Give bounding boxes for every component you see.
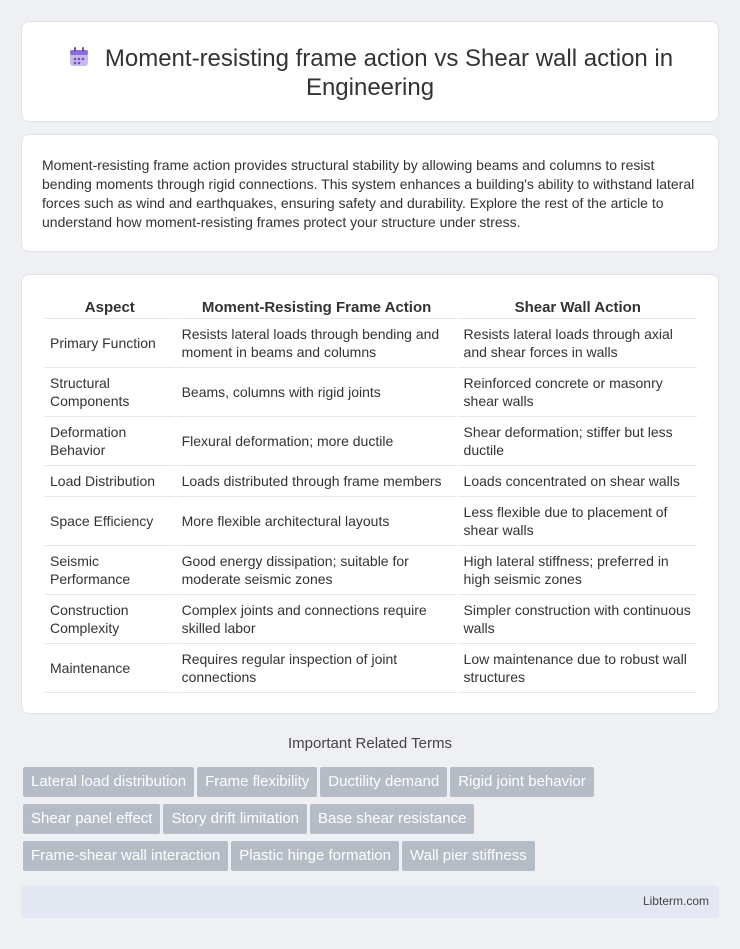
table-row bbox=[45, 644, 697, 693]
tag-row bbox=[23, 804, 723, 841]
related-term-tag[interactable]: Ductility demand bbox=[320, 767, 447, 797]
table-cell-aspect: Load Distribution bbox=[45, 466, 175, 497]
table-header-row bbox=[45, 294, 697, 319]
related-term-tag[interactable]: Story drift limitation bbox=[163, 804, 307, 834]
table-cell-aspect: Deformation Behavior bbox=[45, 417, 175, 466]
related-term-tag[interactable]: Wall pier stiffness bbox=[402, 841, 535, 871]
table-row bbox=[45, 546, 697, 595]
table-cell-wall: Resists lateral loads through axial and shear forces in walls bbox=[459, 319, 697, 368]
title-line-2: Engineering bbox=[305, 74, 435, 101]
related-term-tag[interactable]: Shear panel effect bbox=[23, 804, 160, 834]
table-cell-aspect: Primary Function bbox=[45, 319, 175, 368]
footer-site-link[interactable]: Libterm.com bbox=[642, 894, 709, 908]
related-term-tag[interactable]: Frame-shear wall interaction bbox=[23, 841, 228, 871]
related-term-tag[interactable]: Rigid joint behavior bbox=[450, 767, 594, 797]
table-cell-wall: Loads concentrated on shear walls bbox=[459, 466, 697, 497]
column-header-frame: Moment-Resisting Frame Action bbox=[177, 294, 457, 319]
column-header-wall: Shear Wall Action bbox=[459, 294, 697, 319]
title-card bbox=[21, 21, 719, 122]
page-title bbox=[22, 44, 718, 102]
table-row bbox=[45, 368, 697, 417]
table-cell-frame: Loads distributed through frame members bbox=[177, 466, 457, 497]
intro-card bbox=[21, 134, 719, 252]
table-row bbox=[45, 319, 697, 368]
table-cell-wall: High lateral stiffness; preferred in high seismic zones bbox=[459, 546, 697, 595]
table-cell-wall: Simpler construction with continuous walls bbox=[459, 595, 697, 644]
table-row bbox=[45, 466, 697, 497]
related-term-tag[interactable]: Base shear resistance bbox=[310, 804, 474, 834]
intro-paragraph: Moment-resisting frame action provides structural stability by allowing beams and columns to resist bending moments through rigid connections. This system enhances a building's ability to withstand lateral forces such as wind and earthquakes, ensuring safety and durability. Explore the rest of the article to understand how moment-resisting frames protect your structure under stress. bbox=[42, 157, 695, 230]
table-row bbox=[45, 497, 697, 546]
table-cell-wall: Low maintenance due to robust wall structures bbox=[459, 644, 697, 693]
table-cell-frame: Good energy dissipation; suitable for moderate seismic zones bbox=[177, 546, 457, 595]
related-term-tag[interactable]: Frame flexibility bbox=[197, 767, 317, 797]
related-terms-heading: Important Related Terms bbox=[288, 735, 452, 752]
related-term-tag[interactable]: Plastic hinge formation bbox=[231, 841, 399, 871]
table-cell-aspect: Maintenance bbox=[45, 644, 175, 693]
table-cell-aspect: Construction Complexity bbox=[45, 595, 175, 644]
table-cell-wall: Shear deformation; stiffer but less ductile bbox=[459, 417, 697, 466]
table-cell-frame: Resists lateral loads through bending and moment in beams and columns bbox=[177, 319, 457, 368]
calendar-icon bbox=[67, 45, 91, 69]
comparison-table bbox=[43, 294, 699, 693]
column-header-aspect: Aspect bbox=[45, 294, 175, 319]
table-cell-aspect: Space Efficiency bbox=[45, 497, 175, 546]
comparison-table-card bbox=[21, 274, 719, 714]
table-cell-frame: Beams, columns with rigid joints bbox=[177, 368, 457, 417]
table-cell-wall: Reinforced concrete or masonry shear walls bbox=[459, 368, 697, 417]
table-cell-frame: Flexural deformation; more ductile bbox=[177, 417, 457, 466]
footer bbox=[21, 885, 719, 918]
table-cell-frame: Complex joints and connections require skilled labor bbox=[177, 595, 457, 644]
title-line-1: Moment-resisting frame action vs Shear wall action in bbox=[104, 45, 674, 72]
related-term-tag[interactable]: Lateral load distribution bbox=[23, 767, 194, 797]
table-cell-aspect: Structural Components bbox=[45, 368, 175, 417]
table-cell-wall: Less flexible due to placement of shear walls bbox=[459, 497, 697, 546]
table-cell-frame: Requires regular inspection of joint connections bbox=[177, 644, 457, 693]
table-cell-aspect: Seismic Performance bbox=[45, 546, 175, 595]
related-terms-list bbox=[23, 767, 723, 878]
table-row bbox=[45, 417, 697, 466]
table-cell-frame: More flexible architectural layouts bbox=[177, 497, 457, 546]
table-row bbox=[45, 595, 697, 644]
tag-row bbox=[23, 767, 723, 804]
tag-row bbox=[23, 841, 723, 878]
